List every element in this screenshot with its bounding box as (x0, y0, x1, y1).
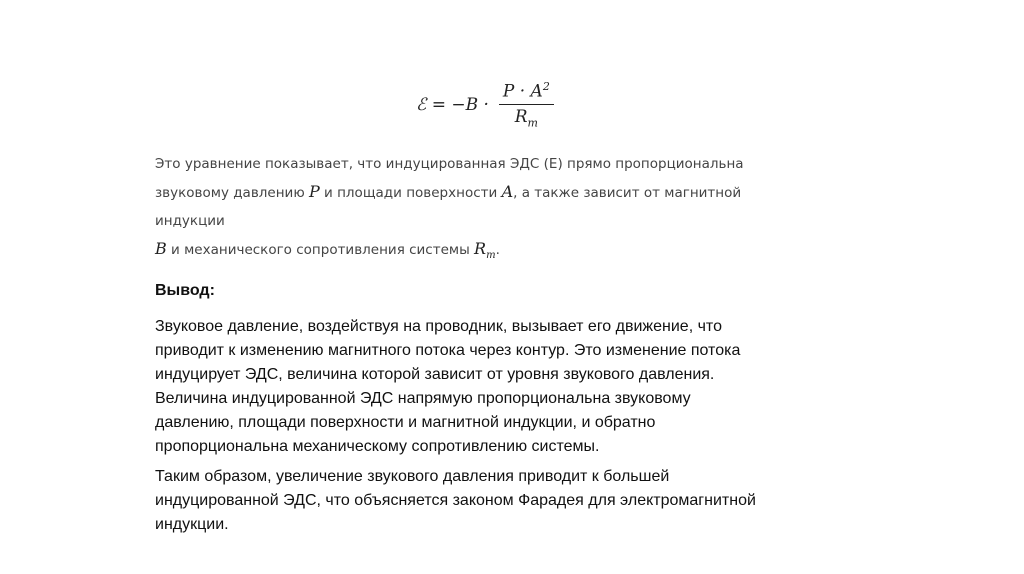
formula-numerator-exponent: 2 (542, 80, 550, 93)
emf-formula (416, 80, 554, 129)
formula-numerator-base: P · A (502, 81, 543, 102)
conclusion-heading: Вывод: (155, 282, 215, 299)
embedded-line-2-text-a: звуковому давлению (155, 185, 309, 201)
embedded-line-2-text-b: и площади поверхности (319, 185, 502, 201)
conclusion-paragraph-1 (155, 315, 855, 459)
embedded-line-3-end: . (495, 242, 500, 258)
embedded-line-2-text-c: , а также зависит от магнитной индукции (155, 185, 742, 229)
conclusion-paragraph-2 (155, 465, 855, 537)
formula-fraction (499, 80, 554, 129)
paragraph-line: индукции. (155, 516, 229, 533)
paragraph-line: Величина индуцированной ЭДС напрямую пропорциональна звуковому (155, 390, 691, 407)
symbol-r-subscript: m (486, 250, 496, 262)
embedded-line-3-text-a: и механического сопротивления системы (166, 242, 475, 258)
formula-denominator-base: R (514, 106, 528, 127)
embedded-explanation (155, 150, 755, 270)
embedded-line-3 (155, 235, 755, 270)
symbol-b: B (155, 239, 167, 258)
symbol-p: P (308, 182, 320, 201)
embedded-line-1: Это уравнение показывает, что индуцированная ЭДС (E) прямо пропорциональна (155, 156, 744, 172)
formula-denominator-subscript: m (527, 116, 538, 130)
symbol-a: A (501, 182, 514, 201)
formula-lhs: ℰ = −B · (416, 94, 489, 115)
symbol-r-base: R (474, 239, 487, 258)
paragraph-line: Звуковое давление, воздействуя на проводник, вызывает его движение, что (155, 318, 722, 335)
paragraph-line: индуцированной ЭДС, что объясняется законом Фарадея для электромагнитной (155, 492, 756, 509)
formula-numerator (499, 80, 554, 105)
paragraph-line: индуцирует ЭДС, величина которой зависит от уровня звукового давления. (155, 366, 715, 383)
paragraph-line: Таким образом, увеличение звукового давления приводит к большей (155, 468, 670, 485)
paragraph-line: приводит к изменению магнитного потока через контур. Это изменение потока (155, 342, 741, 359)
paragraph-line: пропорциональна механическому сопротивлению системы. (155, 438, 600, 455)
embedded-line-2 (155, 178, 755, 235)
paragraph-line: давлению, площади поверхности и магнитной индукции, и обратно (155, 414, 656, 431)
symbol-r (474, 239, 496, 262)
formula-denominator (515, 105, 538, 129)
